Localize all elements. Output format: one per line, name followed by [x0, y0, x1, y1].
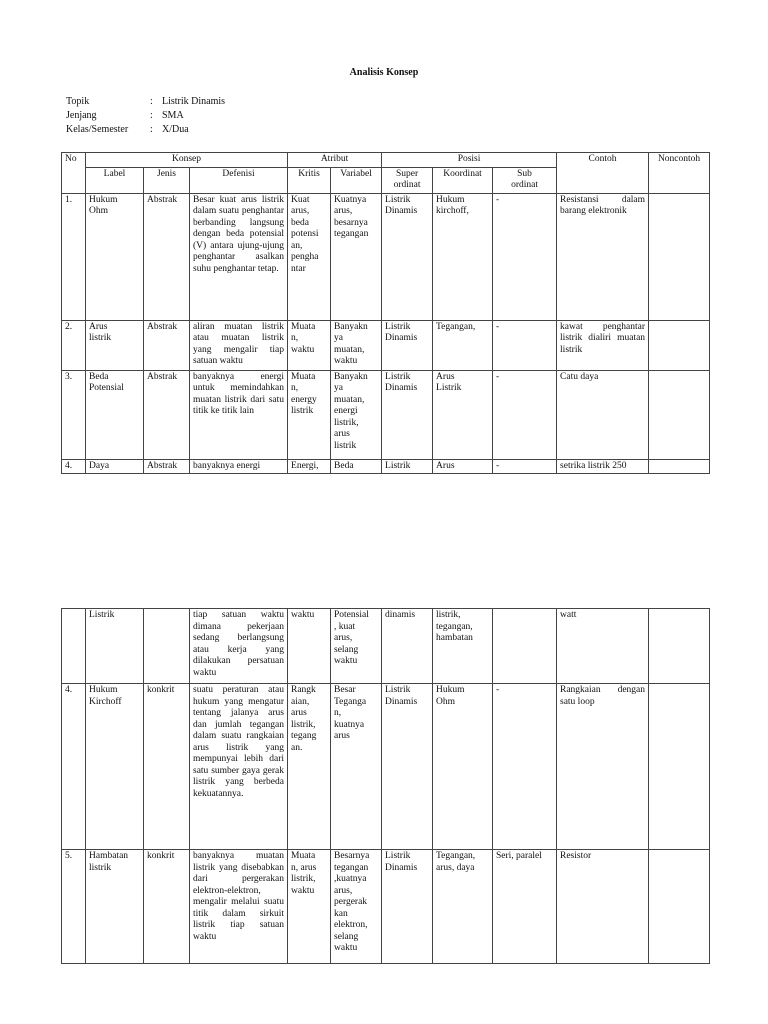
cell-variabel: Banyakn ya muatan, energi listrik, arus listrik: [331, 370, 382, 459]
cell-noncontoh: [649, 459, 710, 474]
meta-separator: :: [150, 124, 153, 135]
cell-kritis: Energi,: [288, 459, 331, 474]
cell-variabel: Kuatnya arus, besarnya tegangan: [331, 193, 382, 320]
cell-label: Hambatan listrik: [86, 850, 144, 964]
cell-contoh: kawat penghantar listrik dialiri muatan listrik: [557, 320, 649, 370]
cell-jenis: Abstrak: [144, 459, 190, 474]
header-kritis: Kritis: [288, 167, 331, 193]
cell-defenisi: banyaknya energi untuk memindahkan muatan listrik dari satu titik ke titik lain: [190, 370, 288, 459]
header-konsep: Konsep: [86, 153, 288, 168]
header-label: Label: [86, 167, 144, 193]
meta-key: Kelas/Semester: [66, 124, 129, 135]
cell-sub: Seri, paralel: [493, 850, 557, 964]
table-row: [62, 684, 710, 850]
header-koordinat: Koordinat: [433, 167, 493, 193]
cell-jenis: [144, 609, 190, 684]
cell-koordinat: Tegangan,: [433, 320, 493, 370]
header-posisi: Posisi: [382, 153, 557, 168]
table-row: [62, 850, 710, 964]
header-variabel: Variabel: [331, 167, 382, 193]
cell-defenisi: tiap satuan waktu dimana pekerjaan sedang berlangsung atau kerja yang dilakukan persatuan waktu: [190, 609, 288, 684]
cell-koordinat: listrik, tegangan, hambatan: [433, 609, 493, 684]
cell-no: 4.: [62, 684, 86, 850]
cell-noncontoh: [649, 850, 710, 964]
cell-sub: -: [493, 370, 557, 459]
cell-no: 4.: [62, 459, 86, 474]
cell-koordinat: Hukum Ohm: [433, 684, 493, 850]
header-super-ordinat: Super ordinat: [382, 167, 433, 193]
header-noncontoh: Noncontoh: [649, 153, 710, 194]
cell-contoh: Resistor: [557, 850, 649, 964]
cell-super: Listrik: [382, 459, 433, 474]
cell-label: Hukum Kirchoff: [86, 684, 144, 850]
header-row-1: [62, 153, 710, 168]
cell-super: Listrik Dinamis: [382, 193, 433, 320]
cell-label: Arus listrik: [86, 320, 144, 370]
cell-noncontoh: [649, 370, 710, 459]
cell-sub: -: [493, 684, 557, 850]
cell-defenisi: banyaknya energi: [190, 459, 288, 474]
meta-key: Topik: [66, 96, 90, 107]
meta-value: SMA: [162, 110, 184, 121]
cell-sub: -: [493, 320, 557, 370]
cell-variabel: Besarnya tegangan ,kuatnya arus, pergerak kan elektron, selang waktu: [331, 850, 382, 964]
cell-koordinat: Tegangan, arus, daya: [433, 850, 493, 964]
cell-defenisi: banyaknya muatan listrik yang disebabkan dari pergerakan elektron-elektron, mengalir melalui suatu titik dalam sirkuit listrik tiap satuan waktu: [190, 850, 288, 964]
cell-defenisi: aliran muatan listrik atau muatan listrik yang mengalir tiap satuan waktu: [190, 320, 288, 370]
cell-contoh: Resistansi dalam barang elektronik: [557, 193, 649, 320]
cell-jenis: Abstrak: [144, 320, 190, 370]
cell-no: 3.: [62, 370, 86, 459]
cell-label: Listrik: [86, 609, 144, 684]
cell-sub: -: [493, 193, 557, 320]
cell-no: 1.: [62, 193, 86, 320]
cell-super: Listrik Dinamis: [382, 684, 433, 850]
cell-no: 5.: [62, 850, 86, 964]
cell-kritis: waktu: [288, 609, 331, 684]
meta-row-topik: [66, 95, 225, 109]
header-jenis: Jenis: [144, 167, 190, 193]
cell-jenis: konkrit: [144, 850, 190, 964]
cell-defenisi: suatu peraturan atau hukum yang mengatur tentang jalanya arus dan jumlah tegangan dalam suatu rangkaian arus listrik yang mempunyai lebih dari satu sumber gaya gerak listrik yang berbeda kekuatannya.: [190, 684, 288, 850]
cell-jenis: konkrit: [144, 684, 190, 850]
header-atribut: Atribut: [288, 153, 382, 168]
meta-key: Jenjang: [66, 110, 97, 121]
cell-kritis: Rangk aian, arus listrik, tegang an.: [288, 684, 331, 850]
cell-contoh: watt: [557, 609, 649, 684]
cell-noncontoh: [649, 609, 710, 684]
cell-no: [62, 609, 86, 684]
cell-super: Listrik Dinamis: [382, 370, 433, 459]
cell-koordinat: Arus: [433, 459, 493, 474]
cell-koordinat: Arus Listrik: [433, 370, 493, 459]
cell-contoh: Catu daya: [557, 370, 649, 459]
concept-table-page2: [61, 608, 710, 964]
cell-jenis: Abstrak: [144, 370, 190, 459]
meta-row-kelas: [66, 123, 225, 137]
table-row: [62, 609, 710, 684]
header-defenisi: Defenisi: [190, 167, 288, 193]
cell-noncontoh: [649, 193, 710, 320]
cell-kritis: Muata n, arus listrik, waktu: [288, 850, 331, 964]
table-row: [62, 320, 710, 370]
document-title: Analisis Konsep: [349, 67, 419, 78]
table-row: [62, 459, 710, 474]
cell-sub: -: [493, 459, 557, 474]
concept-table-page1: [61, 152, 710, 474]
meta-value: X/Dua: [162, 124, 189, 135]
cell-no: 2.: [62, 320, 86, 370]
cell-label: Beda Potensial: [86, 370, 144, 459]
cell-label: Hukum Ohm: [86, 193, 144, 320]
meta-value: Listrik Dinamis: [162, 96, 226, 107]
cell-kritis: Muata n, waktu: [288, 320, 331, 370]
cell-variabel: Potensial , kuat arus, selang waktu: [331, 609, 382, 684]
cell-super: dinamis: [382, 609, 433, 684]
cell-sub: [493, 609, 557, 684]
meta-separator: :: [150, 110, 153, 121]
cell-label: Daya: [86, 459, 144, 474]
cell-noncontoh: [649, 684, 710, 850]
document-meta: [66, 95, 225, 137]
cell-noncontoh: [649, 320, 710, 370]
table-row: [62, 193, 710, 320]
cell-koordinat: Hukum kirchoff,: [433, 193, 493, 320]
table-row: [62, 370, 710, 459]
meta-row-jenjang: [66, 109, 225, 123]
cell-contoh: setrika listrik 250: [557, 459, 649, 474]
header-contoh: Contoh: [557, 153, 649, 194]
cell-variabel: Besar Teganga n, kuatnya arus: [331, 684, 382, 850]
cell-defenisi: Besar kuat arus listrik dalam suatu penghantar berbanding langsung dengan beda potensial (V) antara ujung-ujung penghantar asalkan suhu penghantar tetap.: [190, 193, 288, 320]
cell-jenis: Abstrak: [144, 193, 190, 320]
header-sub-ordinat: Sub ordinat: [493, 167, 557, 193]
cell-super: Listrik Dinamis: [382, 320, 433, 370]
cell-kritis: Muata n, energy listrik: [288, 370, 331, 459]
cell-variabel: Beda: [331, 459, 382, 474]
cell-variabel: Banyakn ya muatan, waktu: [331, 320, 382, 370]
header-no: No: [62, 153, 86, 194]
meta-separator: :: [150, 96, 153, 107]
cell-super: Listrik Dinamis: [382, 850, 433, 964]
cell-contoh: Rangkaian dengan satu loop: [557, 684, 649, 850]
cell-kritis: Kuat arus, beda potensi an, pengha ntar: [288, 193, 331, 320]
